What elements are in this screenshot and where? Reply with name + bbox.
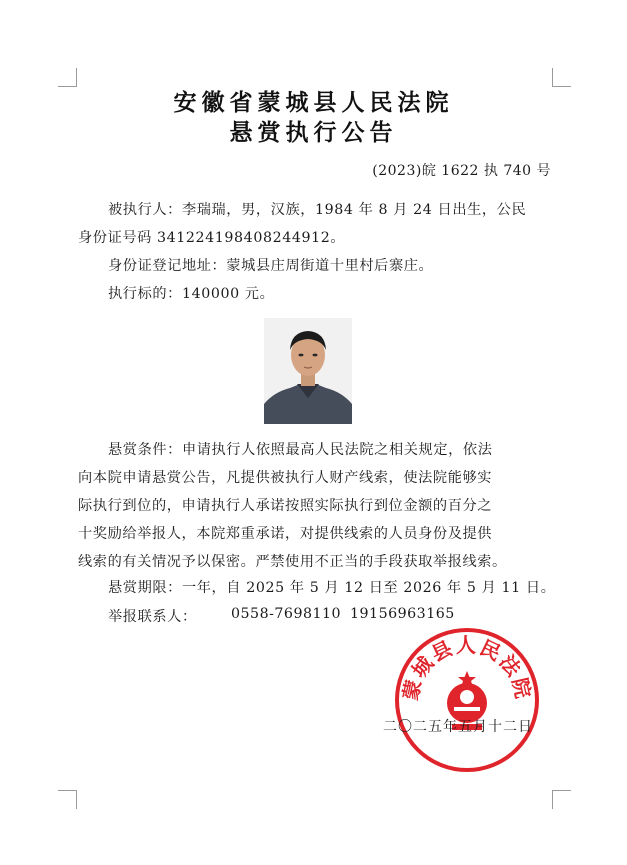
court-name-title: 安徽省蒙城县人民法院	[173, 90, 454, 116]
debtor-address: 身份证登记地址：蒙城县庄周街道十里村后寨庄。	[108, 258, 434, 274]
seal-text: 蒙城县人民法院	[398, 633, 536, 703]
notice-title: 悬赏执行公告	[229, 120, 398, 146]
contact-phone-1: 0558-7698110	[231, 606, 342, 622]
reward-line: 向本院申请悬赏公告，凡提供被执行人财产线索，使法院能够实	[78, 470, 493, 486]
crop-mark-bottom-left	[58, 790, 77, 809]
debtor-photo	[264, 318, 352, 424]
reward-line: 悬赏条件：申请执行人依照最高人民法院之相关规定，依法	[108, 442, 493, 458]
reward-conditions	[78, 436, 552, 576]
reward-line: 际执行到位的，申请执行人承诺按照实际执行到位金额的百分之	[78, 498, 493, 514]
case-number: (2023)皖 1622 执 740 号	[372, 163, 551, 179]
execution-target: 执行标的：140000 元。	[108, 286, 275, 302]
contact-label: 举报联系人：	[108, 609, 197, 625]
reward-line: 十奖励给举报人，本院郑重承诺，对提供线索的人员身份及提供	[78, 526, 493, 542]
reward-line: 线索的有关情况予以保密。严禁使用不正当的手段获取举报线索。	[78, 554, 507, 570]
reward-period: 悬赏期限：一年，自 2025 年 5 月 12 日至 2026 年 5 月 11 日。	[108, 580, 556, 596]
contact-phone-2: 19156963165	[350, 606, 455, 622]
debtor-info-line2: 身份证号码 341224198408244912。	[78, 230, 346, 246]
crop-mark-bottom-right	[552, 790, 571, 809]
court-seal-icon	[394, 627, 540, 773]
notice-date: 二〇二五年五月十二日	[383, 719, 533, 735]
debtor-info-line1: 被执行人：李瑞瑞，男，汉族，1984 年 8 月 24 日出生，公民	[108, 202, 527, 218]
person-portrait-icon	[264, 318, 352, 424]
